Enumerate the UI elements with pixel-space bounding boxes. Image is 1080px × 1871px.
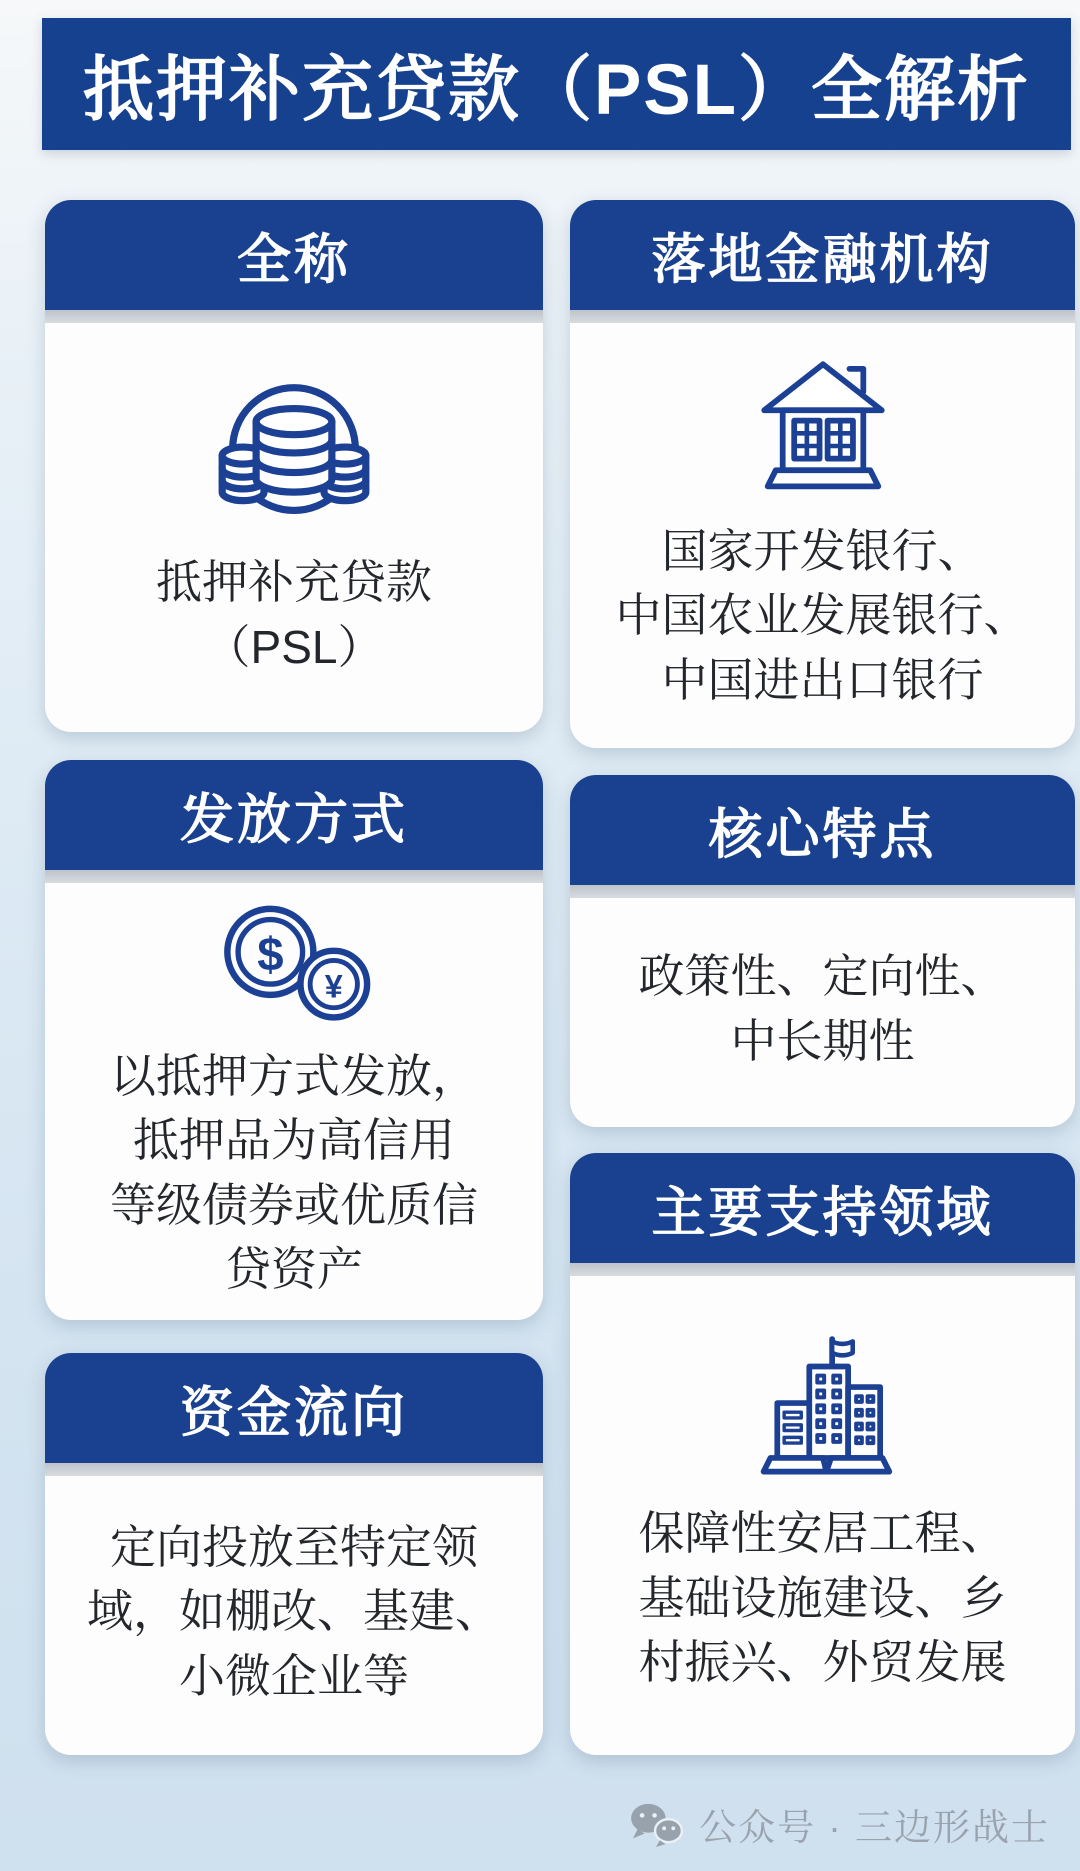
svg-text:¥: ¥	[324, 967, 343, 1004]
card-full-name-body	[45, 323, 543, 732]
footer-watermark	[627, 1797, 1050, 1851]
card-divider-strip	[45, 1463, 543, 1476]
fund-flow-line-3: 小微企业等	[179, 1649, 409, 1702]
card-divider-strip	[570, 310, 1075, 323]
card-support-areas	[570, 1153, 1075, 1755]
institutions-line-1: 国家开发银行、	[661, 524, 984, 577]
card-full-name-header: 全称	[45, 200, 543, 310]
left-column	[45, 200, 543, 1755]
card-institutions-header: 落地金融机构	[570, 200, 1075, 310]
card-divider-strip	[570, 1263, 1075, 1276]
support-areas-line-1: 保障性安居工程、	[638, 1507, 1007, 1560]
footer-watermark-text: 公众号 · 三边形战士	[699, 1807, 1050, 1848]
bank-building-icon	[748, 355, 898, 499]
card-full-name	[45, 200, 543, 732]
issuance-line-1: 以抵押方式发放，	[110, 1049, 478, 1102]
full-name-line-2: （PSL）	[204, 620, 384, 673]
right-column	[570, 200, 1075, 1755]
features-line-1: 政策性、定向性、	[638, 950, 1007, 1003]
card-features	[570, 775, 1075, 1127]
issuance-line-4: 贷资产	[225, 1242, 363, 1295]
card-support-areas-header: 主要支持领域	[570, 1153, 1075, 1263]
support-areas-line-2: 基础设施建设、乡	[638, 1571, 1007, 1624]
issuance-line-2: 抵押品为高信用	[133, 1114, 455, 1167]
coins-stack-icon	[209, 372, 379, 530]
card-fund-flow-body	[45, 1476, 543, 1755]
dollar-yuan-coins-icon	[208, 898, 380, 1024]
page-title: 抵押补充贷款（PSL）全解析	[42, 18, 1071, 150]
cards-grid	[45, 200, 1080, 1755]
card-issuance-header: 发放方式	[45, 760, 543, 870]
card-fund-flow	[45, 1353, 543, 1755]
card-features-body	[570, 898, 1075, 1127]
card-fund-flow-header: 资金流向	[45, 1353, 543, 1463]
svg-text:$: $	[257, 928, 284, 982]
card-issuance-body	[45, 883, 543, 1320]
card-divider-strip	[45, 870, 543, 883]
card-issuance	[45, 760, 543, 1320]
institutions-line-2: 中国农业发展银行、	[615, 589, 1030, 642]
city-buildings-icon	[743, 1332, 903, 1481]
support-areas-line-3: 村振兴、外贸发展	[638, 1636, 1007, 1689]
issuance-line-3: 等级债券或优质信	[110, 1178, 478, 1231]
card-divider-strip	[45, 310, 543, 323]
fund-flow-line-1: 定向投放至特定领	[110, 1520, 478, 1573]
card-features-header: 核心特点	[570, 775, 1075, 885]
full-name-line-1: 抵押补充贷款	[156, 556, 432, 609]
fund-flow-line-2: 域，如棚改、基建、	[87, 1585, 501, 1638]
card-divider-strip	[570, 885, 1075, 898]
card-institutions	[570, 200, 1075, 748]
features-line-2: 中长期性	[730, 1014, 915, 1067]
card-institutions-body	[570, 323, 1075, 748]
institutions-line-3: 中国进出口银行	[661, 653, 984, 706]
wechat-icon	[627, 1801, 685, 1847]
card-support-areas-body	[570, 1276, 1075, 1755]
